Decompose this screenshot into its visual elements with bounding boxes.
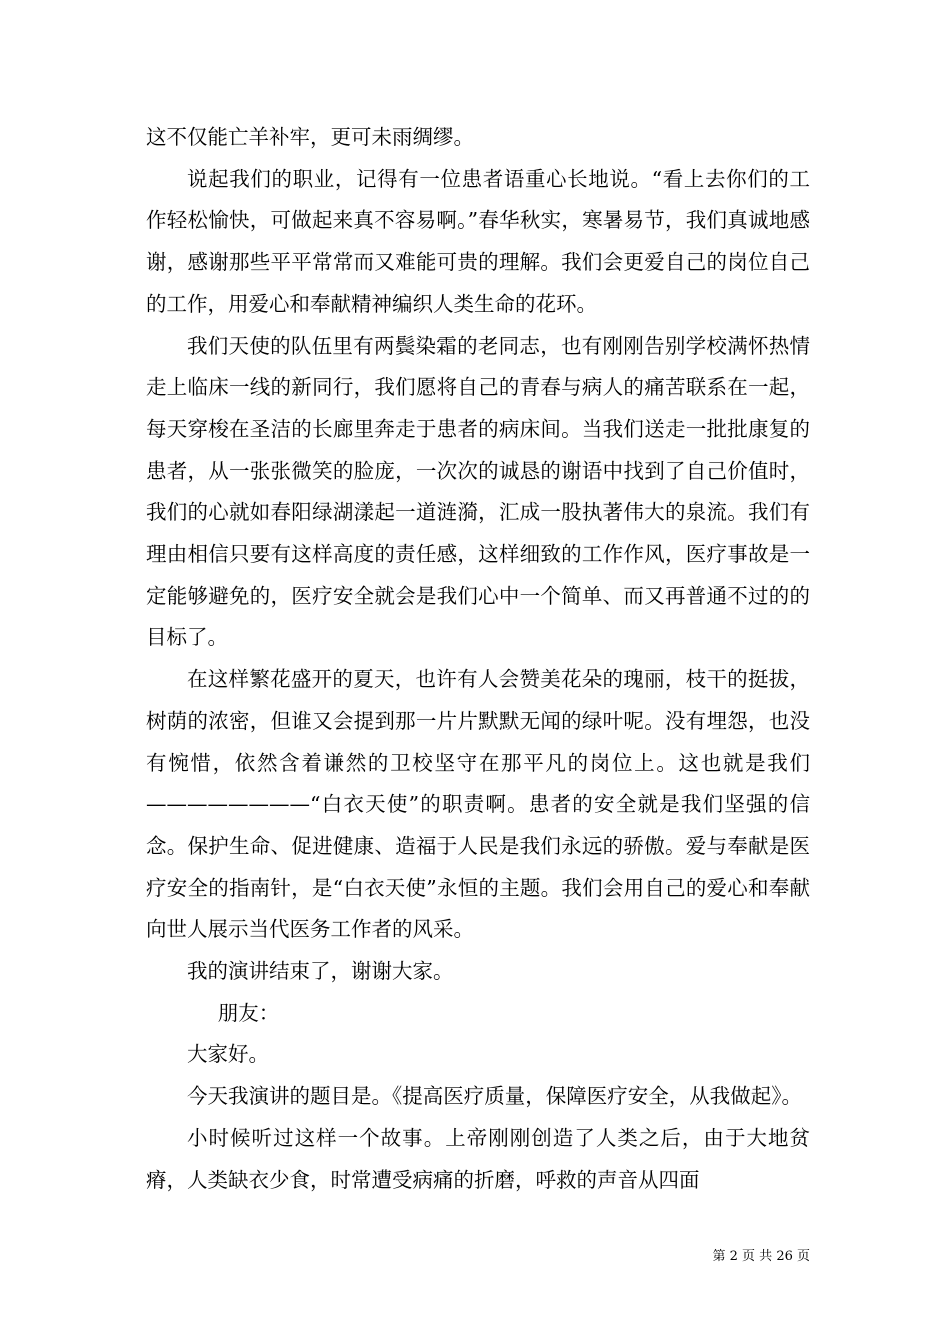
paragraph-closing: 我的演讲结束了，谢谢大家。 bbox=[187, 959, 454, 984]
paragraph-continuation: 这不仅能亡羊补牢，更可未雨绸缪。 bbox=[146, 125, 474, 149]
paragraph-profession: 说起我们的职业，记得有一位患者语重心长地说。“看上去你们的工作轻松愉快，可做起来真不容易啊。”春华秋实，寒暑易节，我们真诚地感谢，感谢那些平平常常而又难能可贵的理解。我们会更爱自己的岗位自己的工作，用爱心和奉献精神编织人类生命的花环。 bbox=[146, 166, 810, 316]
paragraph-topic: 今天我演讲的题目是。《提高医疗质量，保障医疗安全，从我做起》。 bbox=[187, 1084, 802, 1109]
paragraph-salutation: 朋友： bbox=[217, 1000, 280, 1025]
paragraph-story: 小时候听过这样一个故事。上帝刚刚创造了人类之后，由于大地贫瘠，人类缺衣少食，时常遭受病痛的折磨，呼救的声音从四面 bbox=[146, 1125, 810, 1192]
page-number-footer: 第 2 页 共 26 页 bbox=[712, 1249, 810, 1264]
document-body bbox=[146, 117, 810, 1201]
paragraph-summer-leaves: 在这样繁花盛开的夏天，也许有人会赞美花朵的瑰丽，枝干的挺拔，树荫的浓密，但谁又会提到那一片片默默无闻的绿叶呢。没有埋怨，也没有惋惜，依然含着谦然的卫校坚守在那平凡的岗位上。这也就是我们————————“白衣天使”的职责啊。患者的安全就是我们坚强的信念。保护生命、促进健康、造福于人民是我们永远的骄傲。爱与奉献是医疗安全的指南针，是“白衣天使”永恒的主题。我们会用自己的爱心和奉献向世人展示当代医务工作者的风采。 bbox=[146, 667, 810, 942]
paragraph-angels-team: 我们天使的队伍里有两鬓染霜的老同志，也有刚刚告别学校满怀热情走上临床一线的新同行，我们愿将自己的青春与病人的痛苦联系在一起，每天穿梭在圣洁的长廊里奔走于患者的病床间。当我们送走一批批康复的患者，从一张张微笑的脸庞，一次次的诚恳的谢语中找到了自己价值时，我们的心就如春阳绿湖漾起一道涟漪，汇成一股执著伟大的泉流。我们有理由相信只要有这样高度的责任感，这样细致的工作作风，医疗事故是一定能够避免的，医疗安全就会是我们心中一个简单、而又再普通不过的的目标了。 bbox=[146, 333, 810, 650]
paragraph-greeting: 大家好。 bbox=[187, 1042, 269, 1067]
